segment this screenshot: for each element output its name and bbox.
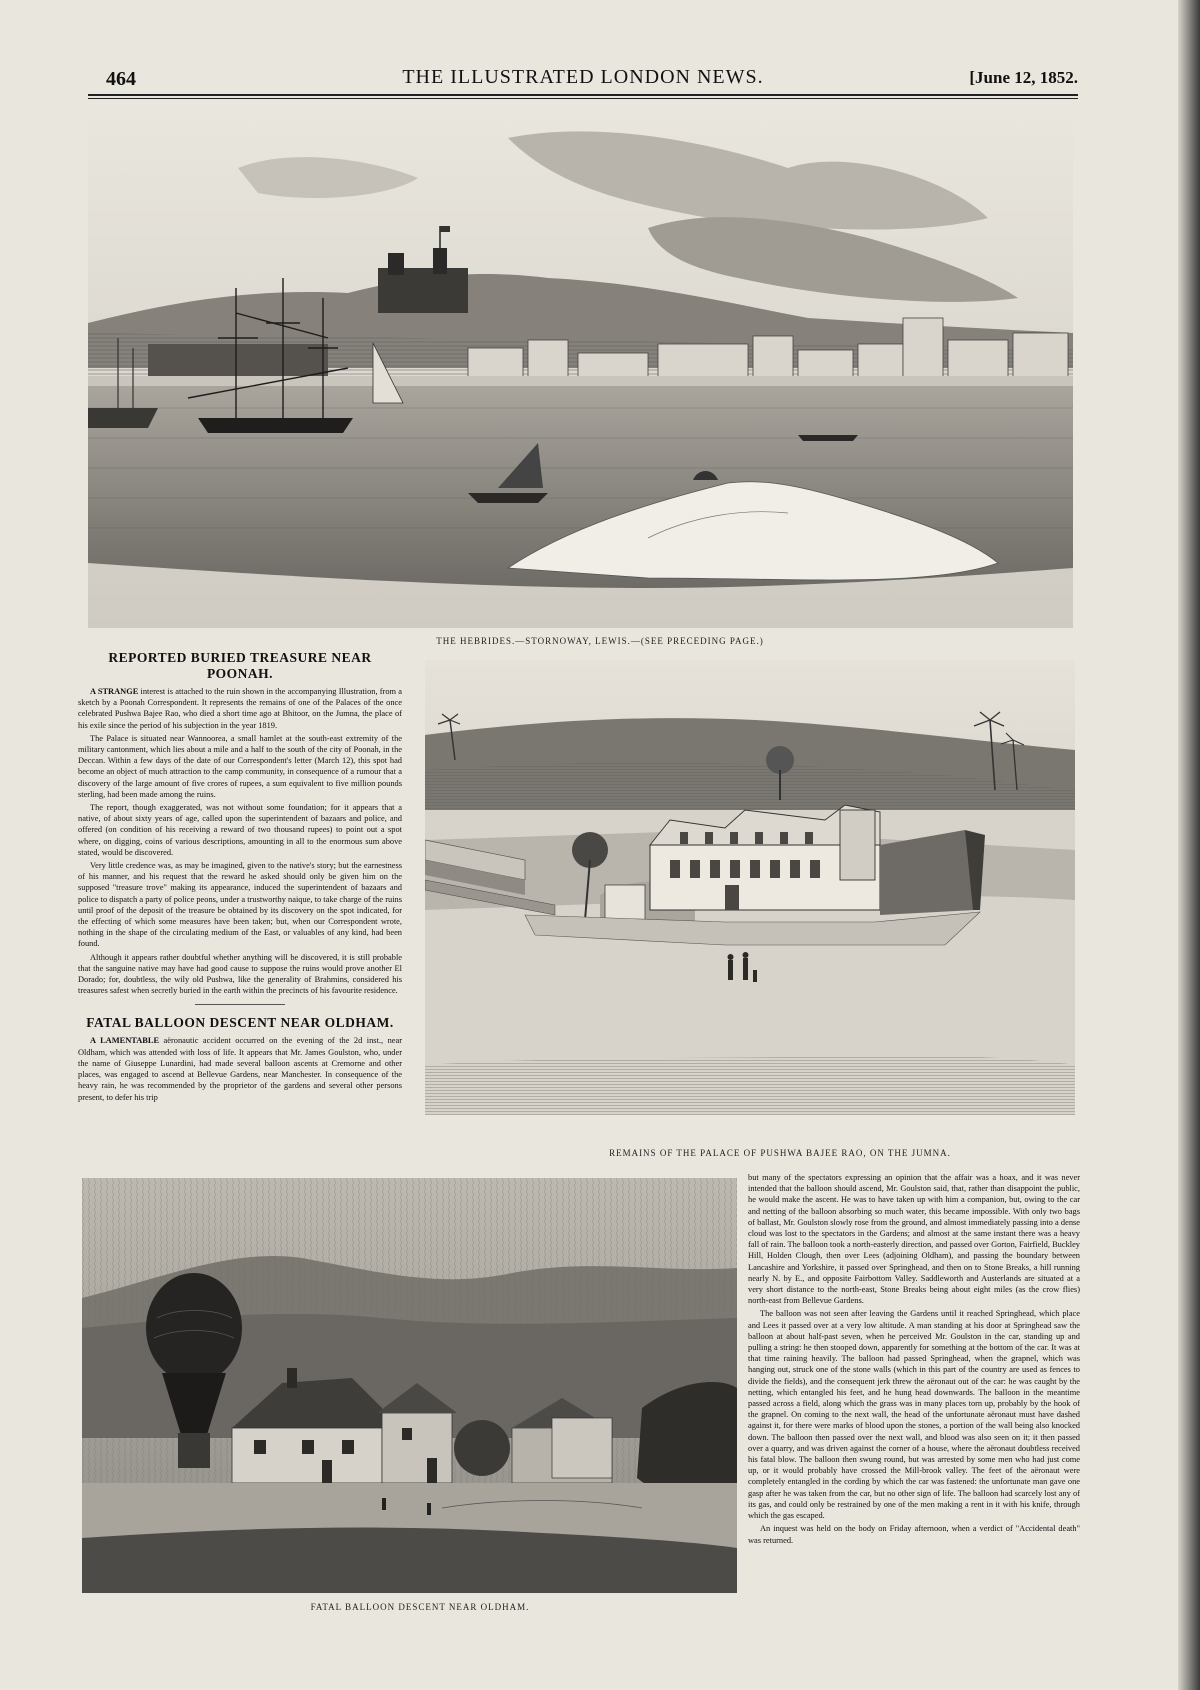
stornoway-harbour-illustration — [88, 108, 1073, 628]
page-number: 464 — [106, 68, 136, 90]
balloon-paragraph: The balloon was not seen after leaving the Gardens until it reached Springhead, which place and Lees it passed over at a very low altitude. A man standing at his door at Springhead saw the balloon at about half-past seven, when he perceived Mr. Goulston in the car, standing up and pulling a string: he then stooped down, apparently for something at the bottom of the car. It was at that time raining heavily. The balloon had passed Springhead, when the grapnel, which was hanging out, struck one of the stone walls (which in this part of the country are used as fences to divide the fields), and the consequent jerk threw the aëronaut out of the car: he was caught by the netting, which entangled his feet, and he hung head downwards. The balloon in the meantime passed across a field, along which the grass was in many places torn up, probably by the hook of the grapnel. On coming to the next wall, the head of the unfortunate aëronaut must have dashed against it, for there were marks of blood upon the stones, a portion of the wall being also knocked down. The balloon then passed over the next wall, and blood was also seen on it; it then passed over a quarry, and was driven against the corner of a house, where the aëronaut doubtless received his fatal blow. The balloon then swung round, but was arrested by some men who had just come up, or it would probably have crossed the Mill-brook valley. The feet of the aëronaut were completely entangled in the cording by which the car was fastened: the unfortunate man gave one gasp after he was taken from the car, but no other sign of life. The balloon had scarcely lost any of its gas, and could only be restrained by one of the men making a rent in it with his knife, through which the gas escaped. — [748, 1309, 1080, 1521]
article-heading-treasure: REPORTED BURIED TREASURE NEAR POONAH. — [108, 650, 372, 681]
issue-date: [June 12, 1852. — [969, 68, 1078, 87]
balloon-intro-paragraph: A LAMENTABLE aëronautic accident occurred on the evening of the 2d inst., near Oldham, which was attended with loss of life. It appears that Mr. James Goulston, who, under the name of Giuseppe Lunardini, had made several balloon ascents at Cremorne and other places, was engaged to ascend at Bellevue Gardens, near Manchester. In consequence of the heavy rain, he was recommended by the proprietor of the gardens and several other persons present, to defer his trip — [78, 1036, 402, 1102]
masthead — [88, 66, 1078, 96]
stornoway-caption: THE HEBRIDES.—STORNOWAY, LEWIS.—(SEE PRECEDING PAGE.) — [436, 636, 764, 646]
masthead-rule-thin — [88, 98, 1078, 99]
article-buried-treasure — [78, 650, 402, 1105]
stornoway-engraving — [88, 108, 1073, 628]
palace-caption: REMAINS OF THE PALACE OF PUSHWA BAJEE RAO, ON THE JUMNA. — [609, 1148, 951, 1158]
paper-title: THE ILLUSTRATED LONDON NEWS. — [402, 66, 764, 88]
page-edge — [1178, 0, 1200, 1690]
treasure-paragraph: Very little credence was, as may be imagined, given to the native's story; but the earnestness of his manner, and his request that the reward he asked should only be given him on the supposed "treasure trove" making its appearance, induced the superintendent of bazaars and police to dispatch a party of police peons, under a trustworthy naique, to take charge of the ruins until proof of the deposit of the treasure be obtained by its discovery on the spot indicated, for the effecting of which some measures have been taken; but, when our Correspondent wrote, nothing in the shape of the circulating medium of the East, or valuables of any kind, had been found. — [78, 861, 402, 949]
treasure-paragraph: Although it appears rather doubtful whether anything will be discovered, it is still probable that the sanguine native may have had good cause to suppose the ruins would prove another El Dorado; for, doubtless, the wily old Pushwa, like the generality of Brahmins, considered his treasures safest when secretly buried in the earth within the precincts of his favourite residence. — [78, 952, 402, 996]
treasure-paragraph: A STRANGE interest is attached to the ruin shown in the accompanying Illustration, from a sketch by a Poonah Correspondent. It represents the remains of one of the Palaces of the once celebrated Pushwa Bajee Rao, who died a short time ago at Bhitoor, on the Jumna, the place of his exile since the period of his subjection in the year 1819. — [78, 687, 402, 730]
palace-ruin-illustration — [425, 660, 1075, 1115]
treasure-paragraph: The report, though exaggerated, was not without some foundation; for it appears that a native, of about sixty years of age, called upon the superintendent of bazaars and police, and offered (on condition of his receiving a reward of two thousand rupees) to point out a spot where, on digging, coins of various descriptions, amounting in all to the enormous sum above stated, would be discovered. — [78, 803, 402, 857]
masthead-rule — [88, 94, 1078, 96]
article-separator — [195, 1004, 285, 1005]
article-heading-balloon: FATAL BALLOON DESCENT NEAR OLDHAM. — [86, 1015, 394, 1031]
balloon-descent-illustration — [82, 1178, 737, 1593]
balloon-caption: FATAL BALLOON DESCENT NEAR OLDHAM. — [310, 1602, 530, 1612]
balloon-paragraph: An inquest was held on the body on Friday afternoon, when a verdict of "Accidental death" was returned. — [748, 1524, 1080, 1545]
balloon-paragraph: but many of the spectators expressing an opinion that the affair was a hoax, and it was never intended that the balloon should ascend, Mr. Goulston said, that, rather than disappoint the public, he would make the ascent. He was to have taken up with him a companion, but, owing to the car and netting of the balloon absorbing so much water, this became impossible. With only two bags of ballast, Mr. Goulston slowly rose from the ground, and almost immediately passing into a dense cloud was lost to the spectators in the Gardens; and almost at the same instant there was a heavy fall of rain. The balloon took a north-easterly direction, and passed over Gorton, Fairfield, Buckley Hill, Holden Clough, then over Lees (adjoining Oldham), and passing the boundary between Lancashire and Yorkshire, it passed over Springhead, and then on to Stone Breaks, a hill running nearly N. by E., and opposite Fairbottom Valley. Saddleworth and Austerlands are situated at a very short distance to the north-east, Stone Breaks being about eight miles (as the crow flies) north-east from Bellevue Gardens. — [748, 1173, 1080, 1306]
palace-engraving — [425, 660, 1075, 1115]
balloon-engraving — [82, 1178, 737, 1593]
article-balloon-continued — [748, 1172, 1080, 1548]
treasure-paragraph: The Palace is situated near Wannoorea, a small hamlet at the south-east extremity of the military cantonment, which lies about a mile and a half to the south of the city of Poonah, in the Deccan. Within a few days of the date of our Correspondent's letter (March 12), this spot had become an object of much attraction to the camp community, in consequence of a rumour that a discovery of the large amount of five crores of rupees, a sum equivalent to five million pounds sterling, had been made among the ruins. — [78, 733, 402, 799]
